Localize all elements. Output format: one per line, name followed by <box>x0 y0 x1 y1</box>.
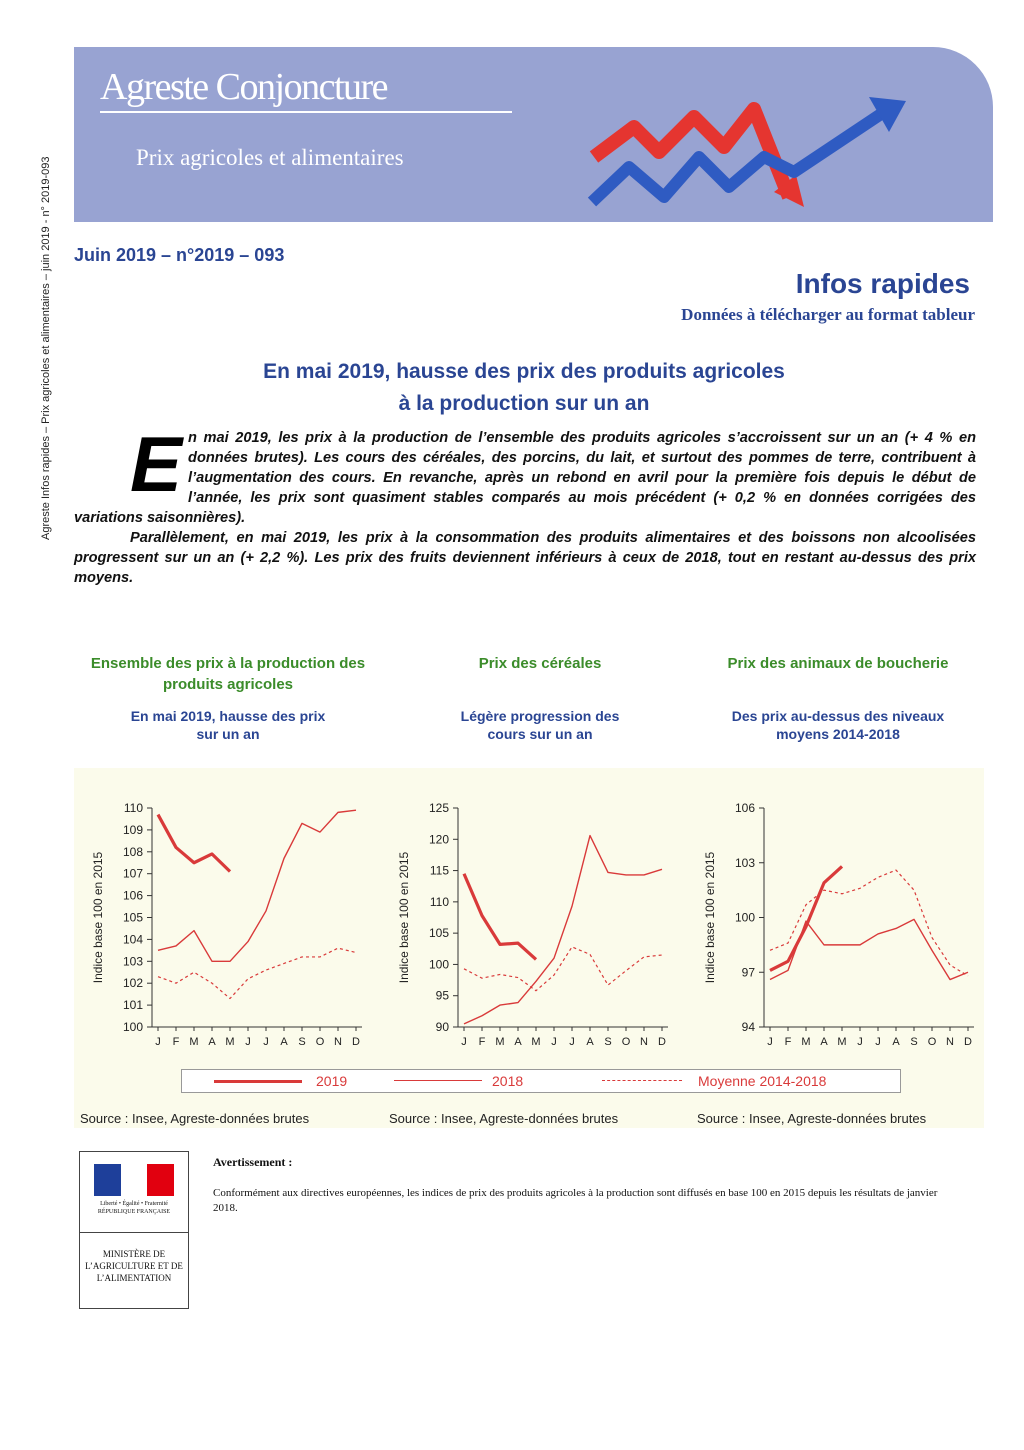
french-flag-icon <box>94 1164 174 1196</box>
chart-2-subtitle: Légère progression des cours sur un an <box>460 708 620 742</box>
chart-3-subtitle: Des prix au-dessus des niveaux moyens 2014-2018 <box>731 708 945 742</box>
chart-3-title: Prix des animaux de boucherie <box>727 655 949 672</box>
series-line-moyenne-2014-2018 <box>158 948 356 998</box>
x-tick-label: D <box>964 1036 972 1048</box>
x-tick-label: J <box>551 1036 557 1048</box>
y-tick-label: 102 <box>122 976 143 991</box>
chart-1-source: Source : Insee, Agreste-données brutes <box>80 1111 310 1126</box>
infos-rapides-title: Infos rapides <box>795 268 970 299</box>
banner-subtitle: Prix agricoles et alimentaires <box>136 145 404 170</box>
warning-title: Avertissement : <box>213 1155 293 1169</box>
issue-number: Juin 2019 – n°2019 – 093 <box>74 245 285 265</box>
series-line-moyenne-2014-2018 <box>464 947 662 991</box>
x-tick-label: M <box>495 1036 505 1048</box>
x-tick-label: A <box>208 1036 216 1048</box>
y-tick-label: 109 <box>122 822 143 837</box>
intro-text <box>74 420 976 588</box>
x-tick-label: A <box>820 1036 828 1048</box>
y-tick-label: 115 <box>429 863 449 878</box>
series-line-2019 <box>770 866 842 970</box>
x-tick-label: M <box>801 1036 811 1048</box>
x-tick-label: J <box>857 1036 863 1048</box>
ministry-name: MINISTÈRE DE L’AGRICULTURE ET DE L’ALIMENTATION <box>85 1249 183 1283</box>
y-axis-label: Indice base 100 en 2015 <box>91 851 105 984</box>
x-tick-label: N <box>946 1036 954 1048</box>
chart-1-heading <box>78 653 378 743</box>
series-line-2018 <box>770 919 968 979</box>
y-tick-label: 97 <box>741 965 755 980</box>
sidebar-reference: Agreste Infos rapides – Prix agricoles et alimentaires – juin 2019 - n° 2019-093 <box>40 156 52 540</box>
series-line-2019 <box>464 874 536 960</box>
chart-1-subtitle: En mai 2019, hausse des prix sur un an <box>130 708 326 742</box>
legend-swatch-2019 <box>214 1080 302 1083</box>
y-tick-label: 100 <box>122 1020 143 1034</box>
x-tick-label: J <box>461 1036 467 1048</box>
y-tick-label: 105 <box>428 926 449 941</box>
y-tick-label: 125 <box>428 801 449 815</box>
warning-text: Conformément aux directives européennes, les indices de prix des produits agricoles à la production sont diffusés en base 100 en 2015 depuis les résultats de janvier 2018. <box>213 1187 938 1214</box>
ministry-logo <box>79 1151 189 1309</box>
legend-label-2019: 2019 <box>316 1073 348 1089</box>
x-tick-label: F <box>172 1036 180 1048</box>
y-tick-label: 110 <box>429 894 449 909</box>
header-banner <box>74 47 993 222</box>
chart-1-plot <box>74 768 374 1068</box>
x-tick-label: F <box>784 1036 792 1048</box>
chart-2-title: Prix des céréales <box>478 655 602 672</box>
x-tick-label: J <box>875 1036 881 1048</box>
y-tick-label: 103 <box>734 855 755 870</box>
x-tick-label: S <box>298 1036 306 1048</box>
x-tick-label: D <box>352 1036 360 1048</box>
x-tick-label: A <box>586 1036 594 1048</box>
chart-1-title: Ensemble des prix à la production des produits agricoles <box>90 655 366 693</box>
y-tick-label: 90 <box>435 1020 449 1034</box>
x-tick-label: O <box>315 1036 325 1048</box>
intro-paragraph-2: Parallèlement, en mai 2019, les prix à la consommation des produits alimentaires et des boissons non alcoolisées progressent sur un an (+ 2,2 %). Les prix des fruits deviennent inférieurs à ceux de 2018, tout en restant au-dessus des prix moyens. <box>74 530 976 586</box>
y-tick-label: 108 <box>122 844 143 859</box>
y-tick-label: 104 <box>122 932 143 947</box>
chart-3-heading <box>688 653 988 743</box>
dropcap: E <box>130 420 183 508</box>
y-tick-label: 110 <box>123 801 143 815</box>
x-tick-label: N <box>334 1036 342 1048</box>
x-tick-label: O <box>621 1036 631 1048</box>
x-tick-label: A <box>892 1036 900 1048</box>
headline <box>74 356 974 420</box>
x-tick-label: J <box>155 1036 161 1048</box>
x-tick-label: S <box>604 1036 612 1048</box>
x-tick-label: J <box>245 1036 251 1048</box>
y-tick-label: 106 <box>122 888 143 903</box>
x-tick-label: M <box>225 1036 235 1048</box>
legend-swatch-average <box>602 1080 682 1081</box>
series-line-2019 <box>158 815 230 872</box>
legend-label-2018: 2018 <box>492 1073 524 1089</box>
y-tick-label: 120 <box>428 832 449 847</box>
x-tick-label: M <box>531 1036 541 1048</box>
y-tick-label: 95 <box>435 988 449 1003</box>
headline-line-1: En mai 2019, hausse des prix des produits agricoles <box>263 360 785 383</box>
x-tick-label: M <box>837 1036 847 1048</box>
x-tick-label: N <box>640 1036 648 1048</box>
y-tick-label: 106 <box>734 801 755 815</box>
y-tick-label: 100 <box>428 957 449 972</box>
y-tick-label: 101 <box>122 998 143 1013</box>
republique-text: Liberté • Égalité • Fraternité RÉPUBLIQUE FRANÇAISE <box>97 1201 171 1215</box>
x-tick-label: F <box>478 1036 486 1048</box>
chart-3-plot <box>686 768 984 1068</box>
chart-2-plot <box>380 768 680 1068</box>
x-tick-label: A <box>280 1036 288 1048</box>
download-link[interactable]: Données à télécharger au format tableur <box>681 305 975 324</box>
x-tick-label: J <box>263 1036 269 1048</box>
trend-arrows-icon <box>584 87 914 217</box>
y-tick-label: 107 <box>122 866 143 881</box>
series-line-2018 <box>464 836 662 1024</box>
chart-2-source: Source : Insee, Agreste-données brutes <box>389 1111 619 1126</box>
legend-label-average: Moyenne 2014-2018 <box>698 1073 827 1089</box>
brand-underline <box>100 111 512 113</box>
chart-3-source: Source : Insee, Agreste-données brutes <box>697 1111 927 1126</box>
x-tick-label: D <box>658 1036 666 1048</box>
intro-paragraph-1: n mai 2019, les prix à la production de l’ensemble des produits agricoles s’accroissent sur un an (+ 4 % en données brutes). Les cours des céréales, des porcins, du lait, et surtout des pommes de terre, contribuent à l’augmentation des cours. En revanche, après un rebond en avril pour la première fois depuis le début de l’année, les prix sont quasiment stables comparés au mois précédent (+ 0,2 % en données corrigées des variations saisonnières). <box>74 430 976 526</box>
brand-title: Agreste Conjoncture <box>100 66 388 108</box>
chart-legend <box>181 1069 901 1093</box>
legend-swatch-2018 <box>394 1080 482 1081</box>
x-tick-label: J <box>569 1036 575 1048</box>
chart-2-heading <box>390 653 690 743</box>
x-tick-label: O <box>927 1036 937 1048</box>
y-axis-label: Indice base 100 en 2015 <box>703 851 717 984</box>
y-axis-label: Indice base 100 en 2015 <box>397 851 411 984</box>
y-tick-label: 94 <box>741 1020 755 1034</box>
x-tick-label: S <box>910 1036 918 1048</box>
y-tick-label: 105 <box>122 910 143 925</box>
x-tick-label: M <box>189 1036 199 1048</box>
y-tick-label: 100 <box>734 910 755 925</box>
headline-line-2: à la production sur un an <box>398 392 650 415</box>
x-tick-label: J <box>767 1036 773 1048</box>
x-tick-label: A <box>514 1036 522 1048</box>
series-line-2018 <box>158 810 356 961</box>
y-tick-label: 103 <box>122 954 143 969</box>
logo-divider <box>80 1232 188 1233</box>
